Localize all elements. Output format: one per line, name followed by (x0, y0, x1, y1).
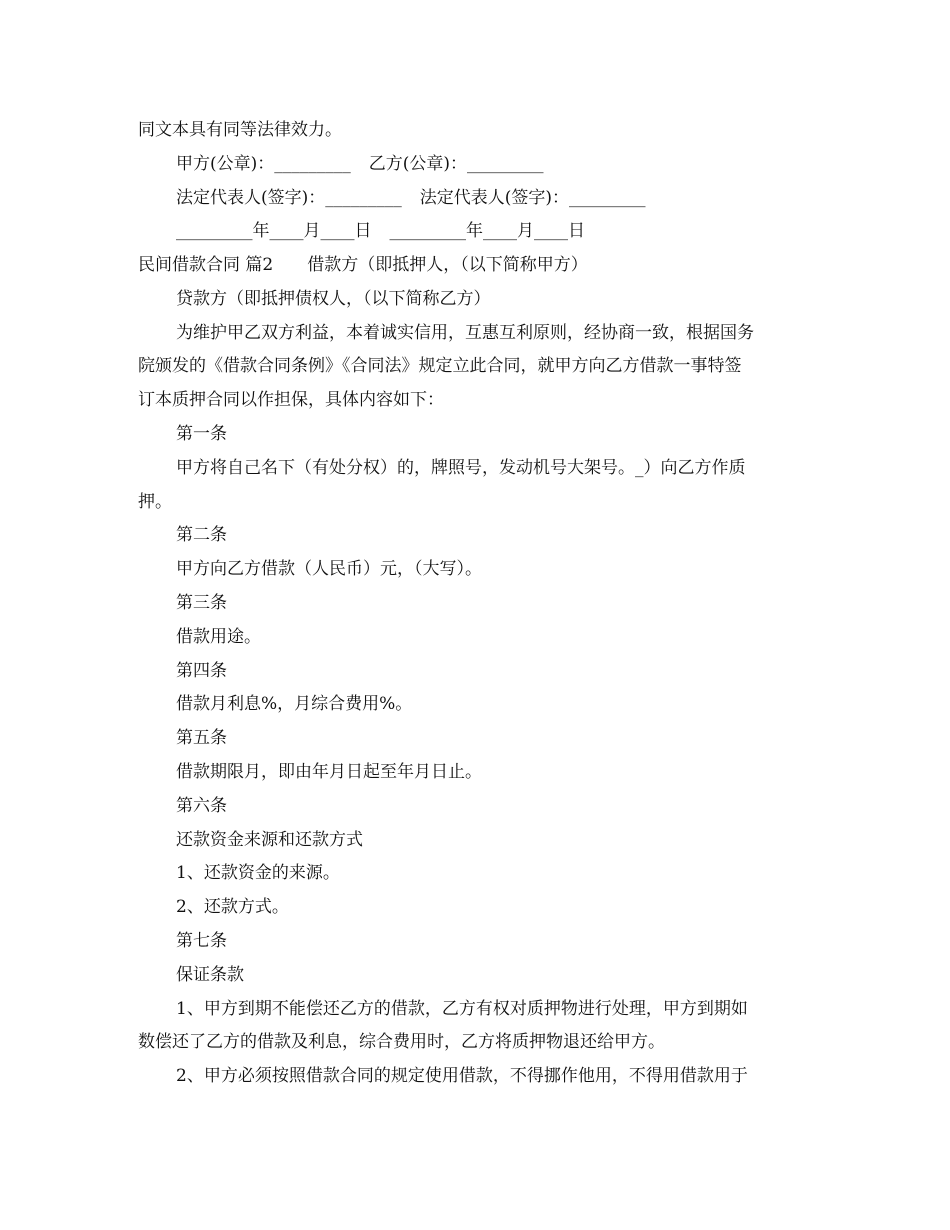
signature-line: 法定代表人(签字)：_________ 法定代表人(签字)：_________ (176, 188, 646, 208)
text-line: 甲方向乙方借款（人民币）元，（大写）。 (176, 559, 482, 579)
text-line: 保证条款 (176, 965, 244, 985)
text-line: 订本质押合同以作担保，具体内容如下： (138, 390, 444, 410)
text-line: 借款月利息%，月综合费用%。 (176, 694, 413, 714)
article-heading: 第七条 (176, 931, 227, 951)
section-heading: 民间借款合同 篇2 借款方（即抵押人，（以下简称甲方） (138, 255, 588, 275)
article-heading: 第二条 (176, 525, 227, 545)
text-line: 2、还款方式。 (176, 897, 289, 917)
article-heading: 第四条 (176, 661, 227, 681)
date-line: _________年____月____日 _________年____月____日 (176, 221, 585, 241)
text-line: 贷款方（即抵押债权人，（以下简称乙方） (176, 289, 491, 309)
text-line: 1、甲方到期不能偿还乙方的借款，乙方有权对质押物进行处理，甲方到期如 (176, 999, 748, 1019)
text-line: 借款用途。 (176, 627, 261, 647)
text-line: 同文本具有同等法律效力。 (138, 120, 342, 140)
text-line: 甲方将自己名下（有处分权）的，牌照号，发动机号大架号。_）向乙方作质 (176, 458, 746, 478)
text-line: 2、甲方必须按照借款合同的规定使用借款，不得挪作他用，不得用借款用于 (176, 1066, 748, 1086)
text-line: 还款资金来源和还款方式 (176, 830, 363, 850)
text-line: 押。 (138, 492, 172, 512)
article-heading: 第六条 (176, 796, 227, 816)
signature-line: 甲方(公章)：_________ 乙方(公章)：_________ (176, 154, 544, 174)
text-line: 为维护甲乙双方利益，本着诚实信用，互惠互利原则，经协商一致，根据国务 (176, 323, 754, 343)
article-heading: 第三条 (176, 593, 227, 613)
text-line: 1、还款资金的来源。 (176, 863, 340, 883)
text-line: 借款期限月，即由年月日起至年月日止。 (176, 762, 482, 782)
text-line: 数偿还了乙方的借款及利息，综合费用时，乙方将质押物退还给甲方。 (138, 1032, 665, 1052)
article-heading: 第五条 (176, 728, 227, 748)
text-line: 院颁发的《借款合同条例》《合同法》规定立此合同，就甲方向乙方借款一事特签 (138, 356, 742, 376)
article-heading: 第一条 (176, 424, 227, 444)
